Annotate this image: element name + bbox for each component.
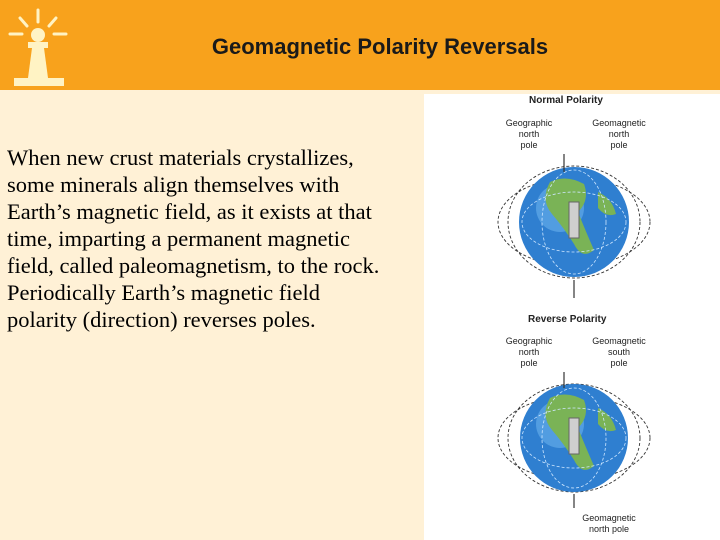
reverse-bottom-label: Geomagnetic north pole bbox=[582, 513, 636, 534]
normal-polarity-globe bbox=[494, 152, 654, 302]
body-line: field, called paleomagnetism, to the rock. bbox=[7, 253, 380, 278]
body-line: Periodically Earth’s magnetic field bbox=[7, 280, 321, 305]
body-line: Earth’s magnetic field, as it exists at that bbox=[7, 199, 372, 224]
reverse-right-label: Geomagnetic south pole bbox=[592, 336, 646, 368]
body-line: some minerals align themselves with bbox=[7, 172, 340, 197]
normal-left-label: Geographic north pole bbox=[505, 118, 553, 150]
normal-polarity-heading: Normal Polarity bbox=[529, 95, 603, 106]
body-line: When new crust materials crystallizes, bbox=[7, 145, 354, 170]
polarity-figure bbox=[424, 94, 720, 540]
body-line: time, imparting a permanent magnetic bbox=[7, 226, 351, 251]
reverse-left-label: Geographic north pole bbox=[505, 336, 553, 368]
reverse-polarity-globe bbox=[494, 370, 654, 510]
body-paragraph bbox=[7, 144, 437, 333]
slide-title: Geomagnetic Polarity Reversals bbox=[211, 34, 549, 59]
lighthouse-logo-icon bbox=[0, 0, 80, 90]
normal-right-label: Geomagnetic north pole bbox=[592, 118, 646, 150]
reverse-polarity-heading: Reverse Polarity bbox=[528, 314, 607, 325]
header-bar bbox=[0, 0, 720, 90]
body-line: polarity (direction) reverses poles. bbox=[7, 307, 316, 332]
